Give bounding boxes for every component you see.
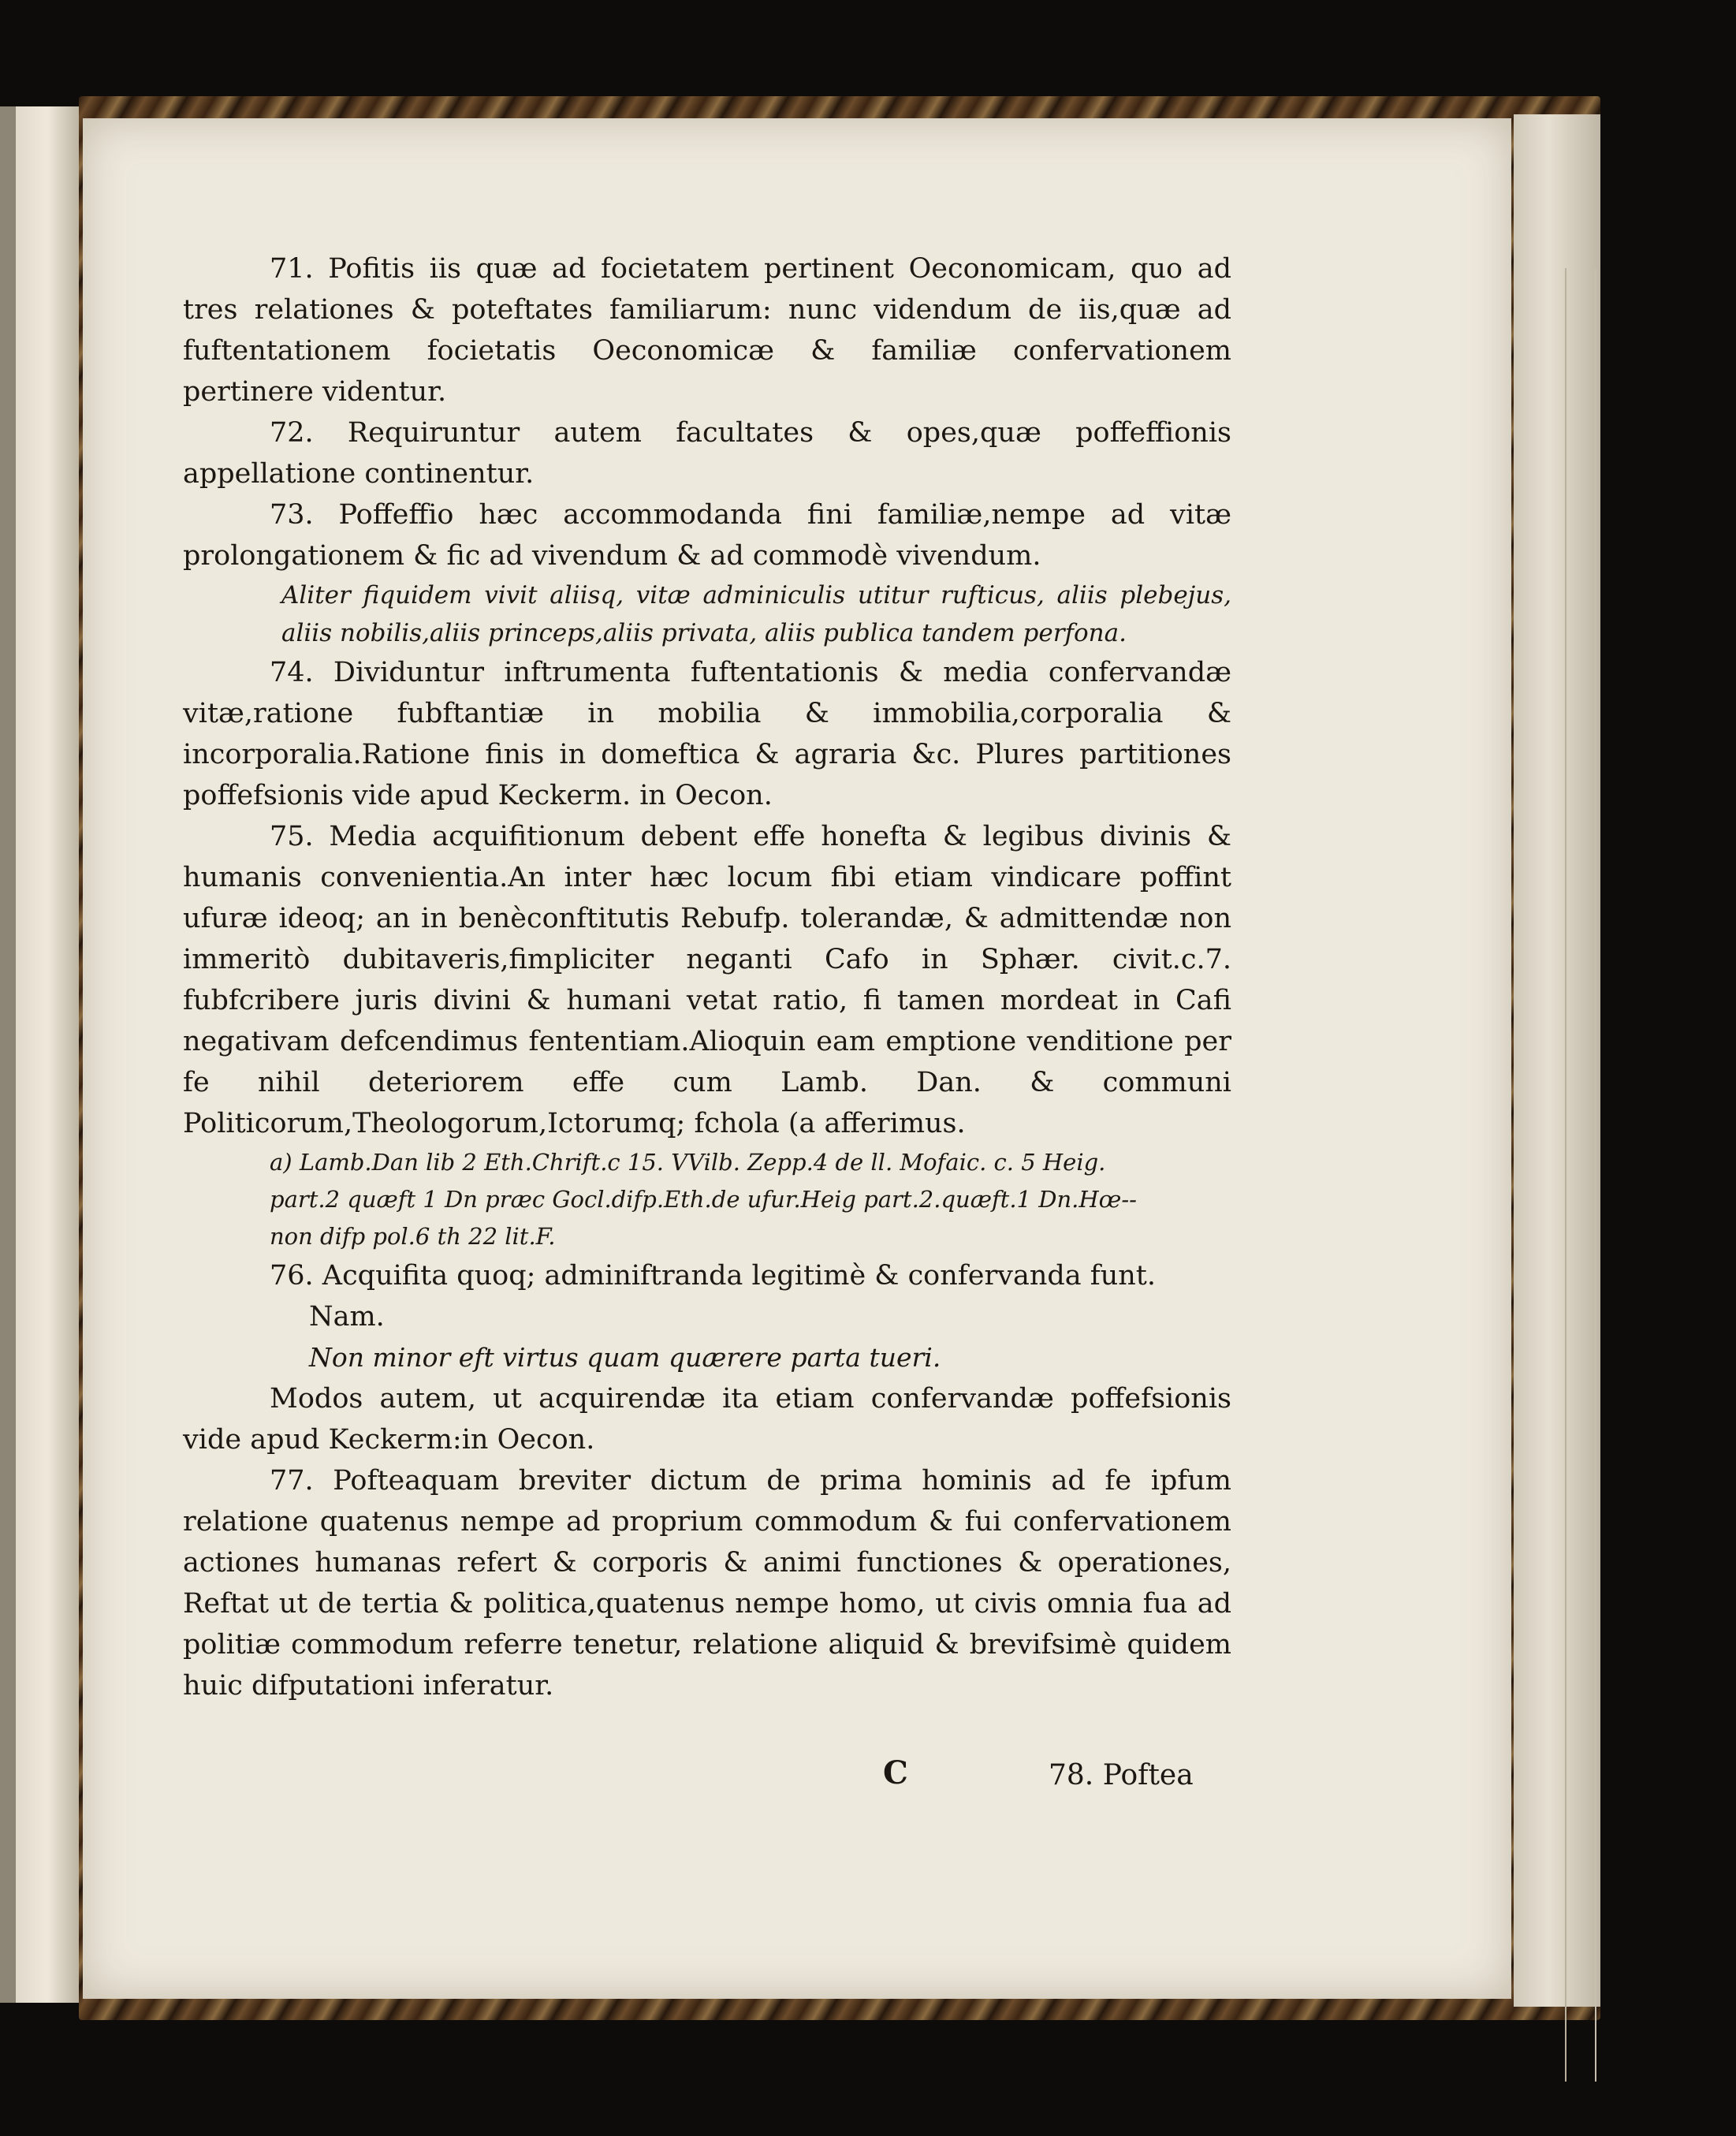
paragraph-77: 77. Pofteaquam breviter dictum de prima hominis ad fe ipfum relatione quatenus nempe ad proprium commodum & fui confervationem actiones humanas refert & corporis & animi functiones & operationes, Reftat ut de tertia & politica,quatenus nempe homo, ut civis omnia fua ad politiæ commodum referre tenetur, relatione aliquid & brevifsimè quidem huic difputationi inferatur. [183, 1465, 1231, 1702]
paragraph-72: 72. Requiruntur autem facultates & opes,quæ poffeffionis appellatione continentur. [183, 417, 1231, 490]
left-page-shadow [0, 106, 16, 2003]
verse-quote: Non minor eft virtus quam quærere parta tueri. [309, 1342, 941, 1373]
footnote-a [183, 1144, 1231, 1255]
paragraph-73: 73. Poffeffio hæc accommodanda fini familiæ,nempe ad vitæ prolongationem & fic ad vivendum & ad commodè vivendum. [183, 499, 1231, 572]
paragraph-76-cont: Modos autem, ut acquirendæ ita etiam confervandæ poffefsionis vide apud Keckerm:in Oecon. [183, 1383, 1231, 1456]
catchword: 78. Poftea [1049, 1759, 1194, 1791]
paragraph-71: 71. Pofitis iis quæ ad focietatem pertinent Oeconomicam, quo ad tres relationes & poteftates familiarum: nunc videndum de iis,quæ ad fuftentationem focietatis Oeconomicæ & familiæ confervationem pertinere videntur. [183, 253, 1231, 408]
page-footer [883, 1754, 1198, 1802]
word-nam: Nam. [309, 1301, 385, 1333]
paragraph-76: 76. Acquifita quoq; adminiftranda legitimè & confervanda funt. [270, 1260, 1156, 1292]
footnote-line: non difp pol.6 th 22 lit.F. [270, 1223, 556, 1250]
footnote-line: part.2 quæft 1 Dn præc Gocl.difp.Eth.de ufur.Heig part.2.quæft.1 Dn.Hœ-- [270, 1186, 1137, 1213]
page-text [183, 248, 1231, 1706]
paragraph-74: 74. Dividuntur inftrumenta fuftentationis & media confervandæ vitæ,ratione fubftantiæ in mobilia & immobilia,corporalia & incorporalia.Ratione finis in domeftica & agraria &c. Plures partitiones poffefsionis vide apud Keckerm. in Oecon. [183, 657, 1231, 811]
paragraph-75: 75. Media acquifitionum debent effe honefta & legibus divinis & humanis convenientia.An inter hæc locum fibi etiam vindicare poffint ufuræ ideoq; an in benèconftitutis Rebufp. tolerandæ, & admittendæ non immeritò dubitaveris,fimpliciter neganti Cafo in Sphær. civit.c.7. fubfcribere juris divini & humani vetat ratio, fi tamen mordeat in Cafi negativam defcendimus fententiam.Alioquin eam emptione venditione per fe nihil deteriorem effe cum Lamb. Dan. & communi Politicorum,Theologorum,Ictorumq; fchola (a afferimus. [183, 821, 1231, 1139]
signature-mark: C [883, 1754, 908, 1791]
page-fore-edge [1565, 268, 1596, 2082]
footnote-line: a) Lamb.Dan lib 2 Eth.Chrift.c 15. VVilb. Zepp.4 de ll. Mofaic. c. 5 Heig. [270, 1149, 1106, 1176]
paragraph-73-gloss: Aliter fiquidem vivit aliisq, vitæ adminiculis utitur rufticus, aliis plebejus, aliis nobilis,aliis princeps,aliis privata, aliis publica tandem perfona. [281, 581, 1231, 647]
